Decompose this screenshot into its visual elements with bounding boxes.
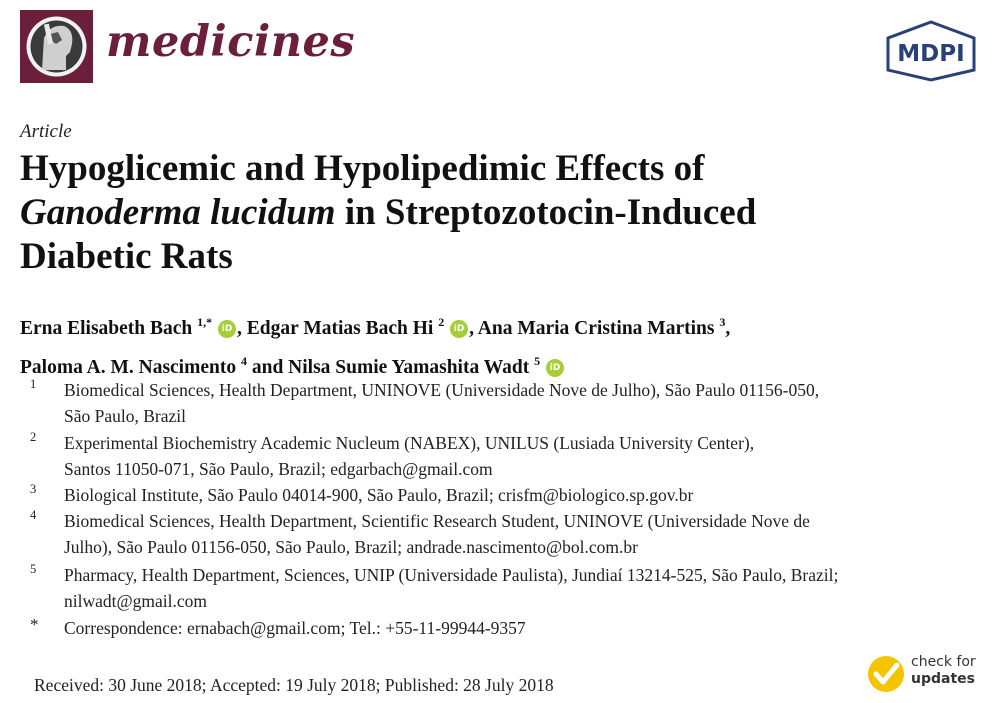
publication-dates: Received: 30 June 2018; Accepted: 19 July 2018; Published: 28 July 2018 [34,675,554,695]
publisher-logo [884,20,978,82]
check-updates-icon [866,654,906,694]
author-affiliation-mark: 4 [240,354,247,368]
title-part-2: in Streptozotocin-Induced [335,192,757,233]
author-separator: , [469,318,478,339]
check-for-updates-badge[interactable] [866,652,981,696]
author-affiliation-mark: 3 [719,315,726,329]
affiliation-number: 2 [30,430,37,444]
journal-name: medicines [106,17,356,67]
affiliation-text: Biological Institute, São Paulo 04014-900, São Paulo, Brazil; crisfm@biologico.sp.gov.br [64,485,694,505]
affiliation-number: 5 [30,562,37,576]
correspondence-text: Correspondence: ernabach@gmail.com; Tel.: +55-11-99944-9357 [64,618,526,638]
author-name[interactable]: Edgar Matias Bach Hi [246,318,434,339]
correspondence-mark: * [30,615,39,634]
author-separator: , [237,318,247,339]
article-title [20,147,920,279]
affiliation-text: Julho), São Paulo 01156-050, São Paulo, Brazil; andrade.nascimento@bol.com.br [64,537,638,557]
title-part-1: Hypoglicemic and Hypolipedimic Effects of [20,148,705,189]
affiliation-text: Biomedical Sciences, Health Department, UNINOVE (Universidade Nove de Julho), São Paulo 01156-050, [64,380,820,400]
orcid-icon[interactable]: iD [450,320,468,338]
article-type: Article [20,121,72,142]
check-updates-line1: check for [911,654,976,670]
author-affiliation-mark: 1,* [197,315,213,329]
author-name[interactable]: Paloma A. M. Nascimento [20,357,237,378]
author-list [20,306,980,384]
affiliation-text: São Paulo, Brazil [64,406,186,426]
title-species: Ganoderma lucidum [20,192,336,233]
orcid-icon[interactable]: iD [546,359,564,377]
title-part-3: Diabetic Rats [20,236,233,277]
author-separator: and [246,357,289,378]
author-separator: , [725,318,731,339]
affiliation-number: 1 [30,377,37,391]
affiliation-number: 3 [30,482,37,496]
check-updates-line2: updates [911,671,975,687]
publisher-name: MDPI [897,41,965,67]
journal-logo [20,10,93,83]
author-affiliation-mark: 5 [534,354,541,368]
affiliation-text: nilwadt@gmail.com [64,591,207,611]
author-affiliation-mark: 2 [438,315,445,329]
orcid-icon[interactable]: iD [218,320,236,338]
affiliation-text: Santos 11050-071, São Paulo, Brazil; edgarbach@gmail.com [64,459,493,479]
author-name[interactable]: Ana Maria Cristina Martins [477,318,715,339]
affiliation-number: 4 [30,508,37,522]
affiliation-text: Experimental Biochemistry Academic Nucleum (NABEX), UNILUS (Lusiada University Center), [64,433,755,453]
affiliation-text: Pharmacy, Health Department, Sciences, UNIP (Universidade Paulista), Jundiaí 13214-525, São Paulo, Brazil; [64,565,839,585]
author-name[interactable]: Nilsa Sumie Yamashita Wadt [288,357,530,378]
author-name[interactable]: Erna Elisabeth Bach [20,318,193,339]
affiliation-text: Biomedical Sciences, Health Department, Scientific Research Student, UNINOVE (Universidade Nove de [64,511,810,531]
